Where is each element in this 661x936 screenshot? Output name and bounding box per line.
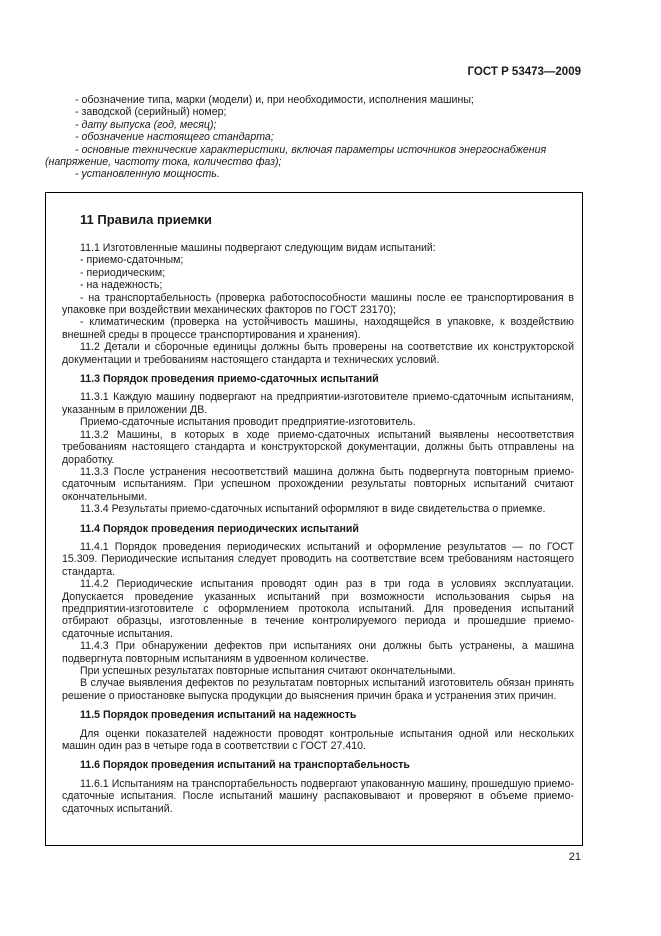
subsection-title-11-5: 11.5 Порядок проведения испытаний на надежность xyxy=(80,709,357,722)
paragraph-11-6-1: 11.6.1 Испытаниям на транспортабельность подвергают упакованную машину, прошедшую приемо-сдаточные испытания. После испытаний машину распаковывают и проверяют в объеме приемо-сдаточных испытаний. xyxy=(62,777,574,815)
paragraph-11-3-1: 11.3.1 Каждую машину подвергают на предприятии-изготовителе приемо-сдаточным испытаниям, указанным в приложении ДВ. xyxy=(62,391,574,416)
list-item: - на транспортабельность (проверка работоспособности машины после ее транспортирования в упаковке при воздействии механических факторов по ГОСТ 23170); xyxy=(62,291,574,317)
paragraph-11-3-1b: Приемо-сдаточные испытания проводит предприятие-изготовитель. xyxy=(80,416,416,429)
page-number: 21 xyxy=(568,851,581,863)
paragraph-11-3-2: 11.3.2 Машины, в которых в ходе приемо-сдаточных испытаний выявлены несоответствия требованиям настоящего стандарта и конструкторской документации, должны быть отправлены на доработку. xyxy=(62,428,574,466)
paragraph-11-1: 11.1 Изготовленные машины подвергают следующим видам испытаний: xyxy=(80,242,436,254)
paragraph-11-5: Для оценки показателей надежности проводят контрольные испытания одной или нескольких машин один раз в четыре года в соответствии с ГОСТ 27.410. xyxy=(62,727,574,753)
marking-list xyxy=(45,94,585,181)
list-item: - обозначение настоящего стандарта; xyxy=(75,131,274,144)
list-item: - установленную мощность. xyxy=(75,168,220,181)
paragraph-11-4-3c: В случае выявления дефектов по результатам повторных испытаний изготовитель обязан принять решение о приостановке выпуска продукции до выяснения причин брака и устранения этих причин. xyxy=(62,677,574,702)
list-item: - на надежность; xyxy=(80,279,163,292)
paragraph-11-3-4: 11.3.4 Результаты приемо-сдаточных испытаний оформляют в виде свидетельства о приемке. xyxy=(80,503,546,516)
list-item: - обозначение типа, марки (модели) и, при необходимости, исполнения машины; xyxy=(75,94,474,106)
section-title: 11 Правила приемки xyxy=(80,212,212,227)
paragraph-11-4-1: 11.4.1 Порядок проведения периодических испытаний и оформление результатов — по ГОСТ 15.309. Периодические испытания следует проводить на соответствие всем требованиям настоящего стандарта. xyxy=(62,540,574,578)
list-item: - климатическим (проверка на устойчивость машины, находящейся в упаковке, к воздействию внешней среды в процессе транспортирования и хранения). xyxy=(62,316,574,341)
subsection-title-11-4: 11.4 Порядок проведения периодических испытаний xyxy=(80,522,359,535)
paragraph-11-2: 11.2 Детали и сборочные единицы должны быть проверены на соответствие их конструкторской документации и требованиям настоящего стандарта и технических условий. xyxy=(62,341,574,366)
paragraph-11-4-2: 11.4.2 Периодические испытания проводят один раз в три года в условиях эксплуатации. Допускается проведение указанных испытаний при возможности использования сырья на предприятии-изготовителе с оформлением протокола испытаний. Для проведения испытаний отбирают образцы, изготовленные в течение контролируемого периода и прошедшие приемо-сдаточные испытания. xyxy=(62,578,574,640)
list-item: - заводской (серийный) номер; xyxy=(75,106,227,119)
list-item: - дату выпуска (год, месяц); xyxy=(75,118,217,131)
paragraph-11-4-3b: При успешных результатах повторные испытания считают окончательными. xyxy=(80,665,456,677)
paragraph-11-3-3: 11.3.3 После устранения несоответствий машина должна быть подвергнута повторным приемо-сдаточным испытаниям. При успешном прохождении результаты повторных испытаний считают окончательными. xyxy=(62,465,574,503)
section-11-content xyxy=(62,212,574,815)
list-item: - основные технические характеристики, включая параметры источников энергоснабжения xyxy=(75,143,547,156)
list-item-continuation: (напряжение, частоту тока, количество фаз); xyxy=(45,156,282,169)
list-item: - приемо-сдаточным; xyxy=(80,254,184,267)
document-header: ГОСТ Р 53473—2009 xyxy=(467,66,581,78)
subsection-title-11-6: 11.6 Порядок проведения испытаний на транспортабельность xyxy=(80,759,410,772)
list-item: - периодическим; xyxy=(80,266,166,279)
subsection-title-11-3: 11.3 Порядок проведения приемо-сдаточных испытаний xyxy=(80,373,379,386)
paragraph-11-4-3: 11.4.3 При обнаружении дефектов при испытаниях они должны быть устранены, а машина подвергнута повторным испытаниям в удвоенном количестве. xyxy=(62,640,574,665)
